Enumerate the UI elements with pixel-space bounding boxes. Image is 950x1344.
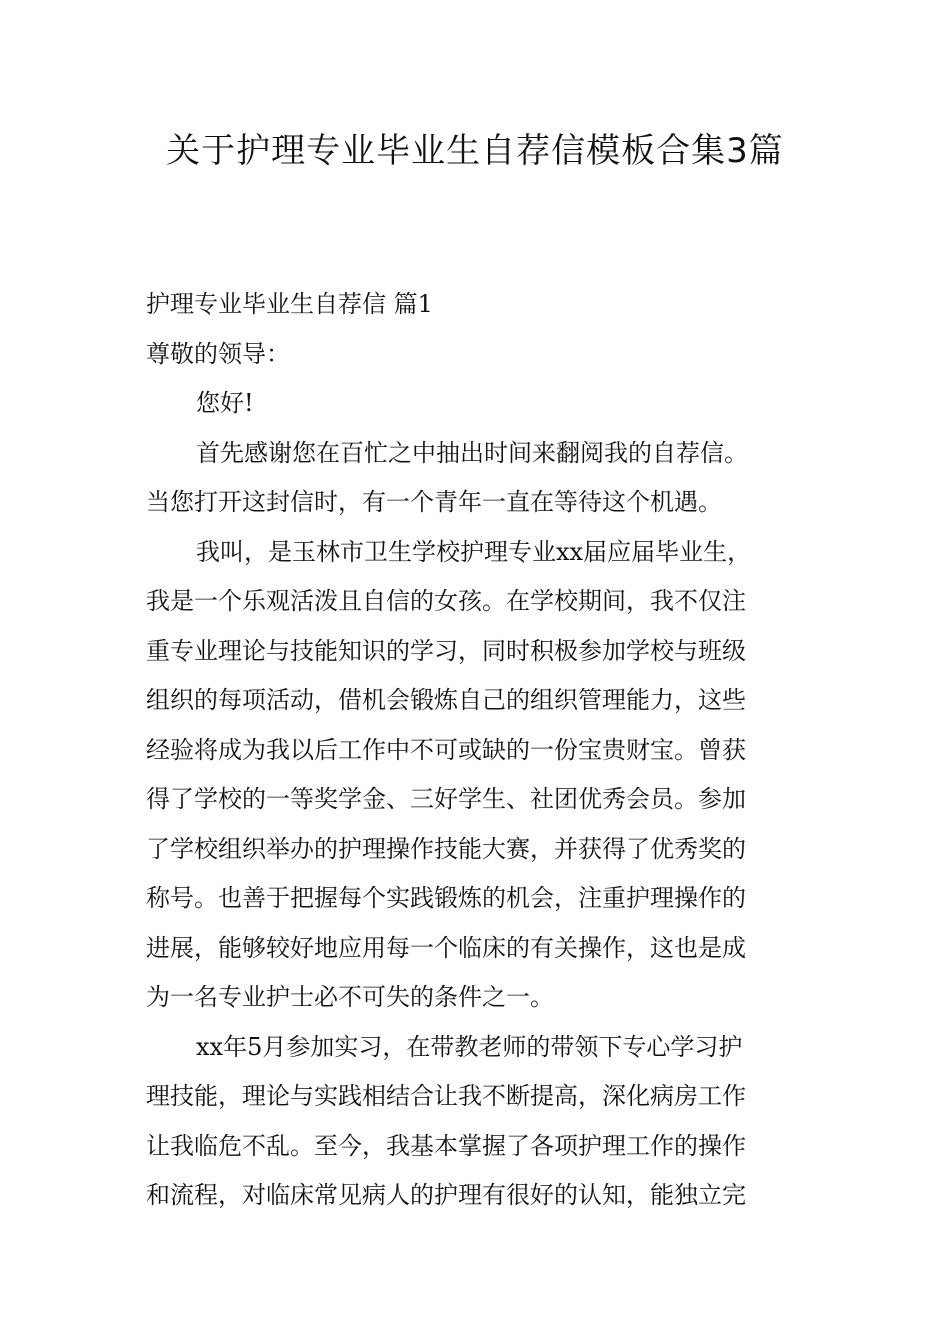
body-line: 称号。也善于把握每个实践锻炼的机会，注重护理操作的: [146, 884, 746, 912]
body-line: 当您打开这封信时，有一个青年一直在等待这个机遇。: [146, 488, 722, 516]
body-line: 让我临危不乱。至今，我基本掌握了各项护理工作的操作: [146, 1131, 746, 1160]
body-line: 组织的每项活动，借机会锻炼自己的组织管理能力，这些: [146, 686, 746, 714]
document-body: [146, 280, 806, 1221]
body-line: 重专业理论与技能知识的学习，同时积极参加学校与班级: [146, 636, 746, 665]
greeting: 您好!: [196, 389, 254, 417]
salutation: 尊敬的领导：: [146, 339, 290, 368]
body-line: 得了学校的一等奖学金、三好学生、社团优秀会员。参加: [146, 785, 746, 813]
document-title: 关于护理专业毕业生自荐信模板合集3篇: [166, 131, 784, 171]
body-line: 我叫，是玉林市卫生学校护理专业xx届应届毕业生，: [196, 537, 752, 566]
body-line: 首先感谢您在百忙之中抽出时间来翻阅我的自荐信。: [196, 438, 748, 467]
body-line: 经验将成为我以后工作中不可或缺的一份宝贵财宝。曾获: [146, 735, 746, 764]
body-line: xx年5月参加实习，在带教老师的带领下专心学习护: [196, 1032, 743, 1061]
body-line: 我是一个乐观活泼且自信的女孩。在学校期间，我不仅注: [146, 587, 746, 615]
body-line: 进展，能够较好地应用每一个临床的有关操作，这也是成: [146, 933, 746, 962]
body-line: 和流程，对临床常见病人的护理有很好的认知，能独立完: [146, 1181, 746, 1209]
body-line: 为一名专业护士必不可失的条件之一。: [146, 983, 554, 1011]
body-line: 了学校组织举办的护理操作技能大赛，并获得了优秀奖的: [146, 834, 746, 863]
section-heading: 护理专业毕业生自荐信 篇1: [146, 290, 433, 318]
body-line: 理技能，理论与实践相结合让我不断提高，深化病房工作: [146, 1082, 746, 1110]
